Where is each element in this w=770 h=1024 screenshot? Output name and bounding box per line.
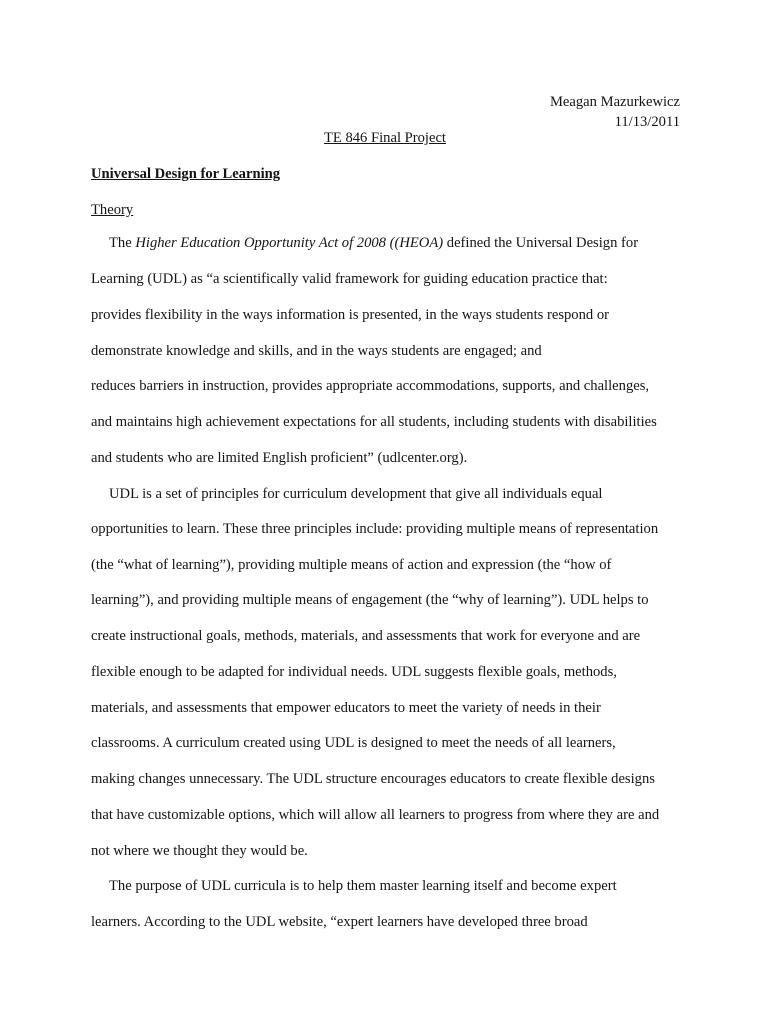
- para2-line-9: making changes unnecessary. The UDL structure encourages educators to create flexible designs: [91, 771, 655, 787]
- act-title: Higher Education Opportunity Act of 2008 ((HEOA): [135, 235, 444, 251]
- para2-line-3: (the “what of learning”), providing multiple means of action and expression (the “how of: [91, 557, 612, 573]
- course-title: TE 846 Final Project: [323, 130, 446, 146]
- para1-line-3: provides flexibility in the ways information is presented, in the ways students respond or: [91, 307, 609, 323]
- para2-line-10: that have customizable options, which will allow all learners to progress from where they are and: [91, 807, 660, 823]
- para2-line-6: flexible enough to be adapted for individual needs. UDL suggests flexible goals, methods,: [91, 664, 617, 680]
- para1-line-6: and maintains high achievement expectations for all students, including students with disabilities: [91, 414, 657, 430]
- para1-line-2: Learning (UDL) as “a scientifically valid framework for guiding education practice that:: [91, 271, 608, 287]
- para2-line-4: learning”), and providing multiple means of engagement (the “why of learning”). UDL helps to: [91, 592, 649, 608]
- para2-line-11: not where we thought they would be.: [91, 843, 308, 859]
- section-subheading: Theory: [91, 202, 134, 218]
- para1-line-5: reduces barriers in instruction, provides appropriate accommodations, supports, and challenges,: [91, 378, 650, 394]
- para1-line-7: and students who are limited English proficient” (udlcenter.org).: [91, 450, 468, 466]
- para2-line-1: UDL is a set of principles for curriculum development that give all individuals equal: [109, 486, 603, 502]
- para2-line-7: materials, and assessments that empower educators to meet the variety of needs in their: [91, 700, 601, 716]
- para1-line-4: demonstrate knowledge and skills, and in the ways students are engaged; and: [91, 343, 542, 359]
- para2-line-8: classrooms. A curriculum created using UDL is designed to meet the needs of all learners,: [91, 735, 616, 751]
- para3-line-1: The purpose of UDL curricula is to help them master learning itself and become expert: [109, 878, 617, 894]
- para1-line-1: The Higher Education Opportunity Act of 2008 ((HEOA) defined the Universal Design for: [109, 235, 639, 251]
- author-name: Meagan Mazurkewicz: [549, 94, 680, 110]
- section-heading: Universal Design for Learning: [91, 166, 281, 182]
- para2-line-2: opportunities to learn. These three principles include: providing multiple means of representation: [91, 521, 659, 537]
- para3-line-2: learners. According to the UDL website, “expert learners have developed three broad: [91, 914, 588, 930]
- para2-line-5: create instructional goals, methods, materials, and assessments that work for everyone and are: [91, 628, 641, 644]
- document-date: 11/13/2011: [614, 114, 680, 130]
